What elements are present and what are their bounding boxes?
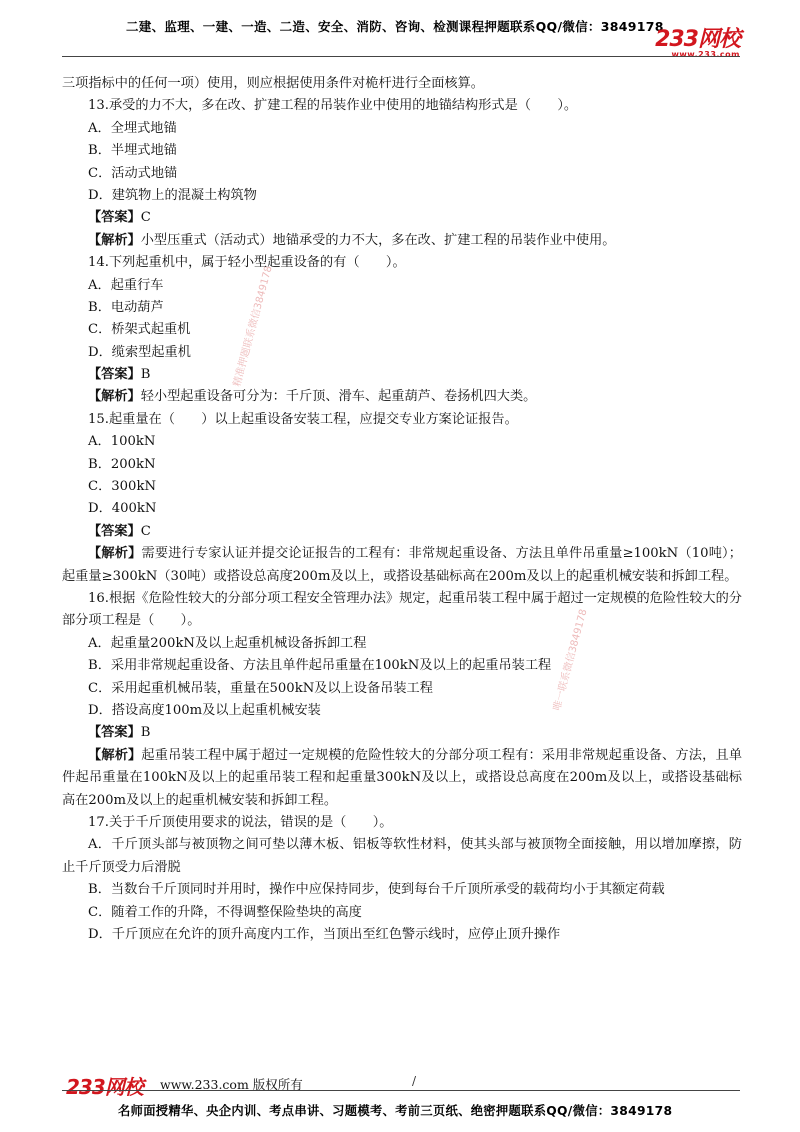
line-text: B xyxy=(140,725,151,741)
line-text: C．随着工作的升降，不得调整保险垫块的高度 xyxy=(88,904,362,920)
footer-separator: / xyxy=(412,1074,417,1088)
text-line xyxy=(62,297,742,319)
line-text: 小型压重式（活动式）地锚承受的力不大，多在改、扩建工程的吊装作业中使用。 xyxy=(140,232,616,248)
text-line xyxy=(62,431,742,453)
line-label: 【解析】 xyxy=(88,232,141,248)
answer-line xyxy=(62,722,742,744)
logo-subtext: www.233.com xyxy=(671,50,740,59)
header-divider xyxy=(62,56,740,57)
text-line xyxy=(62,700,742,722)
watermark: 精准押题联系微信3849178 xyxy=(231,264,275,388)
line-text: C．桥架式起重机 xyxy=(88,322,191,338)
analysis-line xyxy=(62,745,742,812)
watermark: 唯一联系微信3849178 xyxy=(551,608,590,712)
text-line xyxy=(62,476,742,498)
text-line xyxy=(62,409,742,431)
line-text: B．半埋式地锚 xyxy=(88,143,177,159)
line-text: B．采用非常规起重设备、方法且单件起吊重量在100kN及以上的起重吊装工程 xyxy=(88,658,552,674)
line-text: A．100kN xyxy=(88,434,156,450)
text-line xyxy=(62,812,742,834)
text-line xyxy=(62,140,742,162)
line-text: D．缆索型起重机 xyxy=(88,344,191,360)
footer-copyright: www.233.com 版权所有 xyxy=(160,1077,303,1092)
line-text: 三项指标中的任何一项）使用，则应根据使用条件对桅杆进行全面核算。 xyxy=(62,76,484,91)
line-text: B．电动葫芦 xyxy=(88,299,164,315)
text-line xyxy=(62,924,742,946)
analysis-line xyxy=(62,230,742,252)
text-line xyxy=(62,95,742,117)
footer-logo: 233网校 xyxy=(66,1075,143,1099)
line-label: 【答案】 xyxy=(88,367,141,383)
footer-divider xyxy=(62,1090,740,1091)
text-line xyxy=(62,655,742,677)
line-text: 14.下列起重机中，属于轻小型起重设备的有（ ）。 xyxy=(88,255,406,271)
line-text: D．400kN xyxy=(88,501,157,517)
line-text: C．活动式地锚 xyxy=(88,165,178,181)
line-text: C．采用起重机械吊装，重量在500kN及以上设备吊装工程 xyxy=(88,680,433,696)
answer-line xyxy=(62,364,742,386)
line-text: B．当数台千斤顶同时并用时，操作中应保持同步，使到每台千斤顶所承受的载荷均小于其额定荷载 xyxy=(88,882,665,898)
line-text: B xyxy=(140,367,151,383)
line-text: 17.关于千斤顶使用要求的说法，错误的是（ ）。 xyxy=(88,815,393,830)
logo-text: 233网校 xyxy=(655,27,740,52)
document-body xyxy=(62,73,742,946)
text-line xyxy=(62,252,742,274)
line-text: C xyxy=(140,210,151,226)
text-line xyxy=(62,498,742,520)
line-text: D．建筑物上的混凝土构筑物 xyxy=(88,187,257,203)
answer-line xyxy=(62,207,742,229)
text-line xyxy=(62,118,742,140)
text-line xyxy=(62,879,742,901)
line-text: D．千斤顶应在允许的顶升高度内工作，当顶出至红色警示线时，应停止顶升操作 xyxy=(88,926,561,942)
line-label: 【答案】 xyxy=(88,725,141,741)
text-line xyxy=(62,185,742,207)
line-text: 轻小型起重设备可分为：千斤顶、滑车、起重葫芦、卷扬机四大类。 xyxy=(140,389,537,405)
text-line xyxy=(62,275,742,297)
line-label: 【解析】 xyxy=(88,546,142,562)
line-text: 起重吊装工程中属于超过一定规模的危险性较大的分部分项工程有：采用非常规起重设备、方法，且单件起吊重量在100kN及以上的起重吊装工程和起重量300kN及以上，或搭设总高度在200m及以上，或搭设基础标高在200m及以上的起重机械安装和拆卸工程。 xyxy=(62,747,743,808)
line-label: 【答案】 xyxy=(88,523,141,539)
line-label: 【解析】 xyxy=(88,747,142,763)
text-line xyxy=(62,163,742,185)
answer-line xyxy=(62,521,742,543)
analysis-line xyxy=(62,386,742,408)
line-label: 【解析】 xyxy=(88,389,141,405)
text-line xyxy=(62,678,742,700)
line-text: A．起重量200kN及以上起重机械设备拆卸工程 xyxy=(88,635,367,651)
text-line xyxy=(62,342,742,364)
text-line xyxy=(62,834,742,879)
line-text: 15.起重量在（ ）以上起重设备安装工程，应提交专业方案论证报告。 xyxy=(88,411,518,427)
text-line xyxy=(62,902,742,924)
line-text: A．千斤顶头部与被顶物之间可垫以薄木板、铝板等软性材料，使其头部与被顶物全面接触，用以增加摩擦，防止千斤顶受力后滑脱 xyxy=(62,837,742,875)
line-text: C．300kN xyxy=(88,479,156,495)
line-label: 【答案】 xyxy=(88,210,141,226)
text-line xyxy=(62,633,742,655)
line-text: 16.根据《危险性较大的分部分项工程安全管理办法》规定，起重吊装工程中属于超过一定规模的危险性较大的分部分项工程是（ ）。 xyxy=(62,591,742,629)
brand-logo xyxy=(655,22,740,59)
text-line xyxy=(62,454,742,476)
analysis-line xyxy=(62,543,742,588)
text-line xyxy=(62,319,742,341)
line-text: A．全埋式地锚 xyxy=(88,120,177,136)
line-text: A．起重行车 xyxy=(88,277,164,293)
line-text: 13.承受的力不大，多在改、扩建工程的吊装作业中使用的地锚结构形式是（ ）。 xyxy=(88,98,578,114)
text-line xyxy=(62,73,742,95)
header-text: 二建、监理、一建、一造、二造、安全、消防、咨询、检测课程押题联系QQ/微信：3849178 xyxy=(126,19,664,34)
page-header xyxy=(62,12,742,59)
footer-text: 名师面授精华、央企内训、考点串讲、习题模考、考前三页纸、绝密押题联系QQ/微信：3849178 xyxy=(118,1104,673,1118)
text-line xyxy=(62,588,742,633)
line-text: C xyxy=(140,523,151,539)
line-text: 需要进行专家认证并提交论证报告的工程有：非常规起重设备、方法且单件吊重量≥100kN（10吨）；起重量≥300kN（30吨）或搭设总高度200m及以上，或搭设基础标高在200m及以上的起重机械安装和拆卸工程。 xyxy=(62,546,742,584)
line-text: D．搭设高度100m及以上起重机械安装 xyxy=(88,703,321,718)
line-text: B．200kN xyxy=(88,456,156,472)
